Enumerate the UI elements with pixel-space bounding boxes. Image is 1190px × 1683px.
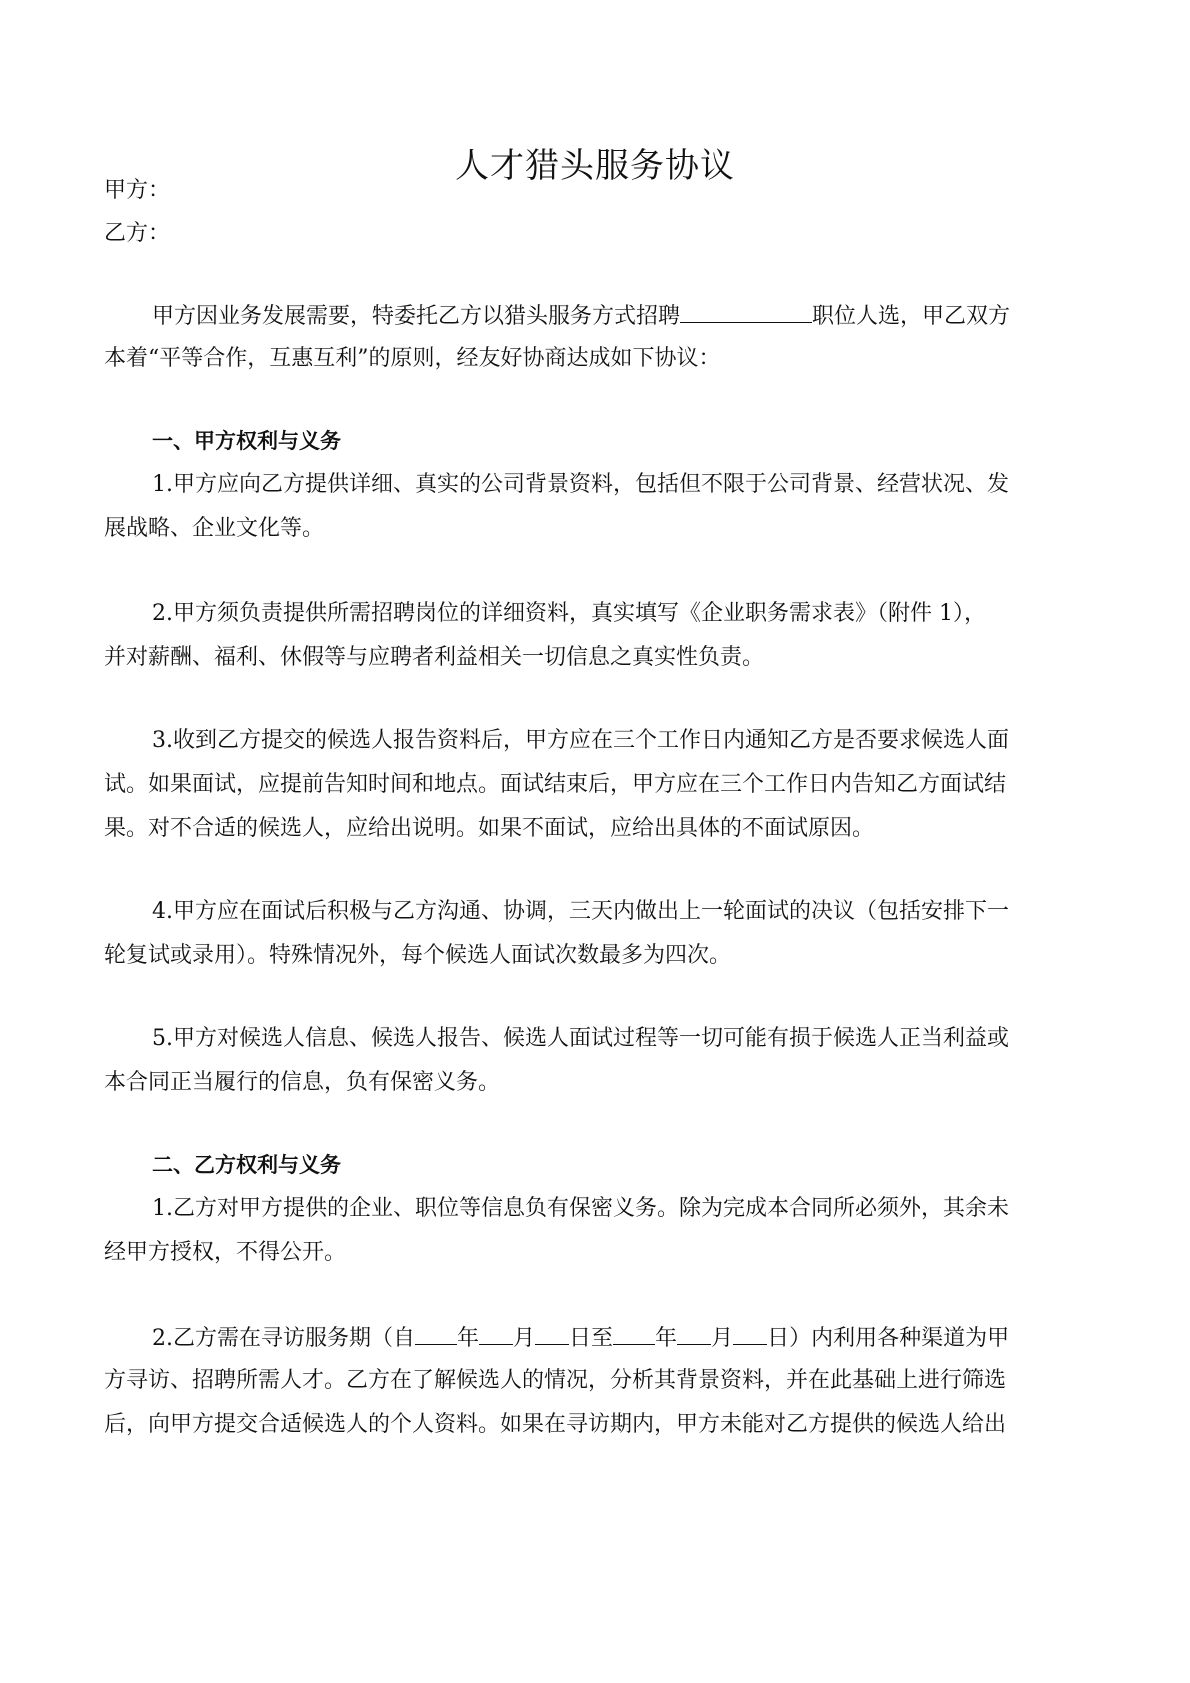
s2-item2-line1 [104,1322,1009,1354]
s1-item1-line1: 1.甲方应向乙方提供详细、真实的公司背景资料，包括但不限于公司背景、经营状况、发 [152,472,1009,497]
service-period-end-text: 日）内利用各种渠道为甲 [767,1326,1010,1351]
intro-text-b: 职位人选，甲乙双方 [812,304,1011,329]
month-label: 月 [513,1326,536,1351]
section-1-heading: 一、甲方权利与义务 [152,429,341,453]
s1-item4-line2: 轮复试或录用）。特殊情况外，每个候选人面试次数最多为四次。 [104,943,732,968]
s1-item2-line1: 2.甲方须负责提供所需招聘岗位的详细资料，真实填写《企业职务需求表》（附件 1）， [152,601,986,626]
year-label-2: 年 [655,1326,678,1351]
s1-item3-line1: 3.收到乙方提交的候选人报告资料后，甲方应在三个工作日内通知乙方是否要求候选人面 [152,728,1009,753]
s1-item4-line1: 4.甲方应在面试后积极与乙方沟通、协调，三天内做出上一轮面试的决议（包括安排下一 [152,899,1009,924]
month-label-2: 月 [711,1326,734,1351]
end-year-blank[interactable] [613,1322,655,1345]
document-title: 人才猎头服务协议 [455,146,735,186]
s1-item3-line3: 果。对不合适的候选人，应给出说明。如果不面试，应给出具体的不面试原因。 [104,816,875,841]
s1-item3-line2: 试。如果面试，应提前告知时间和地点。面试结束后，甲方应在三个工作日内告知乙方面试结 [104,772,1007,797]
intro-text-a: 甲方因业务发展需要，特委托乙方以猎头服务方式招聘 [152,304,681,329]
s1-item5-line1: 5.甲方对候选人信息、候选人报告、候选人面试过程等一切可能有损于候选人正当利益或 [152,1026,1009,1051]
s2-item2-line3: 后，向甲方提交合适候选人的个人资料。如果在寻访期内，甲方未能对乙方提供的候选人给出 [104,1412,1007,1437]
service-period-start-text: 2.乙方需在寻访服务期（自 [152,1326,415,1351]
party-b-label: 乙方： [104,221,171,246]
s2-item1-line1: 1.乙方对甲方提供的企业、职位等信息负有保密义务。除为完成本合同所必须外，其余未 [152,1196,1009,1221]
s1-item1-line2: 展战略、企业文化等。 [104,516,325,541]
s1-item2-line2: 并对薪酬、福利、休假等与应聘者利益相关一切信息之真实性负责。 [104,645,765,670]
end-month-blank[interactable] [677,1322,711,1345]
intro-line-1 [104,300,1010,332]
year-label: 年 [457,1326,480,1351]
start-year-blank[interactable] [415,1322,457,1345]
position-blank[interactable] [680,300,812,323]
s2-item2-line2: 方寻访、招聘所需人才。乙方在了解候选人的情况，分析其背景资料，并在此基础上进行筛选 [104,1368,1007,1393]
s1-item5-line2: 本合同正当履行的信息，负有保密义务。 [104,1070,501,1095]
start-day-blank[interactable] [535,1322,569,1345]
intro-line-2: 本着“平等合作，互惠互利”的原则，经友好协商达成如下协议： [104,346,721,371]
section-2-heading: 二、乙方权利与义务 [152,1153,341,1177]
party-a-label: 甲方： [104,178,171,203]
end-day-blank[interactable] [733,1322,767,1345]
start-month-blank[interactable] [479,1322,513,1345]
day-to-label: 日至 [569,1326,614,1351]
s2-item1-line2: 经甲方授权，不得公开。 [104,1240,347,1265]
